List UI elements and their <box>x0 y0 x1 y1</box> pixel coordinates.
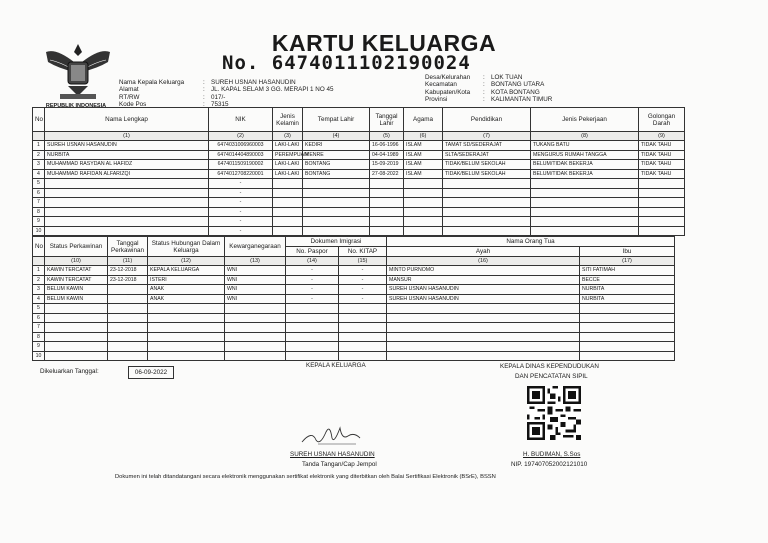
table-cell <box>108 313 148 323</box>
column-number: (4) <box>303 132 370 141</box>
official-nip: NIP. 197407052002121010 <box>511 461 588 468</box>
table-cell <box>108 294 148 304</box>
table-cell: ISLAM <box>404 169 443 179</box>
table-cell <box>273 198 303 208</box>
column-number: (7) <box>443 132 531 141</box>
table-cell: 6 <box>33 188 45 198</box>
table-cell <box>443 188 531 198</box>
electronic-signature-disclaimer: Dokumen ini telah ditandatangani secara elektronik menggunakan sertifikat elektronik yang diterbitkan oleh Balai Sertifikasi Elektronik (BSrE), BSSN <box>115 474 496 480</box>
table-cell <box>45 207 209 217</box>
column-number: (15) <box>339 257 387 266</box>
table-cell <box>148 323 225 333</box>
table-cell: WNI <box>225 266 286 276</box>
table-cell: MENGURUS RUMAH TANGGA <box>531 150 639 160</box>
column-header: Kewarganegaraan <box>225 237 286 257</box>
column-header: Status Perkawinan <box>45 237 108 257</box>
table-cell <box>339 351 387 361</box>
table-cell <box>639 198 685 208</box>
table-cell: - <box>339 275 387 285</box>
table-cell: 6474031006960003 <box>209 141 273 151</box>
table-cell <box>387 342 580 352</box>
table-cell <box>639 207 685 217</box>
column-number <box>33 132 45 141</box>
table-cell <box>45 323 108 333</box>
table-cell <box>45 351 108 361</box>
table-cell <box>443 179 531 189</box>
table-cell: 9 <box>33 217 45 227</box>
table-cell <box>339 313 387 323</box>
table-cell: 5 <box>33 179 45 189</box>
column-header: Nama Lengkap <box>45 108 209 132</box>
table-cell: SLTA/SEDERAJAT <box>443 150 531 160</box>
table-cell: NURBITA <box>580 294 675 304</box>
signature-caption: Tanda Tangan/Cap Jempol <box>302 461 377 468</box>
table-cell: BELUM KAWIN <box>45 294 108 304</box>
table-cell <box>387 351 580 361</box>
table-cell <box>531 198 639 208</box>
table-cell: - <box>286 285 339 295</box>
table-cell: KAWIN TERCATAT <box>45 275 108 285</box>
table-cell <box>45 179 209 189</box>
table-row <box>33 342 675 352</box>
table-cell <box>225 304 286 314</box>
qr-code-icon <box>527 386 581 440</box>
table-cell: - <box>209 217 273 227</box>
table-cell: KEDIRI <box>303 141 370 151</box>
table-cell: LAKI-LAKI <box>273 141 303 151</box>
office-title-line-1: KEPALA DINAS KEPENDUDUKAN <box>500 363 599 370</box>
column-number: (8) <box>531 132 639 141</box>
table-cell <box>404 198 443 208</box>
table-cell <box>45 198 209 208</box>
table-cell <box>286 351 339 361</box>
table-row <box>33 332 675 342</box>
table-cell: 4 <box>33 294 45 304</box>
table-cell: 16-06-1996 <box>370 141 404 151</box>
column-number: (2) <box>209 132 273 141</box>
table-cell: 2 <box>33 275 45 285</box>
table-cell: 04-04-1989 <box>370 150 404 160</box>
table-cell: 1 <box>33 141 45 151</box>
table-cell <box>45 332 108 342</box>
column-header: Pendidikan <box>443 108 531 132</box>
table-row <box>33 285 675 295</box>
table-cell: 5 <box>33 304 45 314</box>
table-cell <box>148 313 225 323</box>
table-cell <box>639 226 685 236</box>
info-row: Alamat : JL. KAPAL SELAM 3 GG. MERAPI 1 NO 45 <box>119 86 334 94</box>
table-row <box>33 226 685 236</box>
table-cell: BONTANG <box>303 169 370 179</box>
household-info-right <box>425 74 552 104</box>
table-cell <box>273 217 303 227</box>
table-cell <box>303 226 370 236</box>
info-row: Kecamatan : BONTANG UTARA <box>425 81 545 89</box>
table-cell: MUHAMMAD RASYDAN AL HAFIDZ <box>45 160 209 170</box>
table-cell <box>303 217 370 227</box>
table-cell <box>443 207 531 217</box>
table-cell: 8 <box>33 207 45 217</box>
table-cell <box>286 342 339 352</box>
table-cell: TIDAK/BELUM SEKOLAH <box>443 169 531 179</box>
table-cell <box>339 332 387 342</box>
table-cell: ISLAM <box>404 141 443 151</box>
table-row <box>33 323 675 333</box>
column-header: NIK <box>209 108 273 132</box>
table-cell <box>370 207 404 217</box>
table-row <box>33 351 675 361</box>
table-cell <box>443 198 531 208</box>
table-row <box>33 179 685 189</box>
table-cell: 15-09-2019 <box>370 160 404 170</box>
column-header: Ibu <box>580 247 675 257</box>
table-cell <box>339 323 387 333</box>
table-cell: 7 <box>33 323 45 333</box>
column-number: (12) <box>148 257 225 266</box>
table-cell <box>225 313 286 323</box>
column-number <box>33 257 45 266</box>
table-cell <box>580 313 675 323</box>
table-cell <box>225 351 286 361</box>
table-cell: 6474012708220001 <box>209 169 273 179</box>
column-header: Status Hubungan Dalam Keluarga <box>148 237 225 257</box>
info-row: RT/RW : 017/- <box>119 93 226 101</box>
table-cell: 6474014404890003 <box>209 150 273 160</box>
table-cell <box>45 313 108 323</box>
table-cell: 27-08-2022 <box>370 169 404 179</box>
table-cell: WNI <box>225 275 286 285</box>
table-cell: NURBITA <box>580 285 675 295</box>
table-cell <box>148 342 225 352</box>
table-cell: 2 <box>33 150 45 160</box>
table-cell: SITI FATIMAH <box>580 266 675 276</box>
table-cell: 4 <box>33 169 45 179</box>
table-cell: - <box>286 294 339 304</box>
column-header: Tanggal Perkawinan <box>108 237 148 257</box>
table-row <box>33 304 675 314</box>
column-header: No <box>33 108 45 132</box>
table-cell: TIDAK/BELUM SEKOLAH <box>443 160 531 170</box>
table-row <box>33 188 685 198</box>
table-cell: - <box>286 266 339 276</box>
table-cell <box>443 226 531 236</box>
table-cell <box>273 179 303 189</box>
table-cell <box>303 198 370 208</box>
column-number: (10) <box>45 257 108 266</box>
table-cell: 8 <box>33 332 45 342</box>
table-cell: KAWIN TERCATAT <box>45 266 108 276</box>
table-row <box>33 266 675 276</box>
table-cell <box>580 304 675 314</box>
table-cell <box>303 207 370 217</box>
column-header: Tempat Lahir <box>303 108 370 132</box>
signature-icon <box>298 420 364 448</box>
table-cell <box>404 226 443 236</box>
table-cell: 6 <box>33 313 45 323</box>
family-card-number: No. 6474011102190024 <box>222 52 471 74</box>
table-cell: NURBITA <box>45 150 209 160</box>
table-cell: KEPALA KELUARGA <box>148 266 225 276</box>
table-cell <box>108 285 148 295</box>
table-cell: 3 <box>33 285 45 295</box>
table-row <box>33 217 685 227</box>
table-cell: ISTERI <box>148 275 225 285</box>
table-row <box>33 207 685 217</box>
table-cell: BONTANG <box>303 160 370 170</box>
table-cell: - <box>209 226 273 236</box>
column-number: (11) <box>108 257 148 266</box>
table-cell: ANAK <box>148 285 225 295</box>
info-row: Kabupaten/Kota : KOTA BONTANG <box>425 88 540 96</box>
table-cell: - <box>339 285 387 295</box>
table-cell: - <box>209 188 273 198</box>
table-cell <box>370 179 404 189</box>
table-cell <box>387 332 580 342</box>
column-number: (14) <box>286 257 339 266</box>
table-cell <box>639 188 685 198</box>
table-cell: 3 <box>33 160 45 170</box>
table-cell <box>45 188 209 198</box>
column-number: (9) <box>639 132 685 141</box>
table-cell <box>225 332 286 342</box>
table-cell <box>580 332 675 342</box>
table-cell <box>45 304 108 314</box>
column-number: (6) <box>404 132 443 141</box>
table-cell <box>580 351 675 361</box>
table-cell: 23-12-2018 <box>108 275 148 285</box>
table-cell <box>443 217 531 227</box>
table-cell: BELUM KAWIN <box>45 285 108 295</box>
table-cell: - <box>209 207 273 217</box>
office-title-line-2: DAN PENCATATAN SIPIL <box>515 373 588 380</box>
table-cell: MINTO PURNOMO <box>387 266 580 276</box>
info-row: Desa/Kelurahan : LOK TUAN <box>425 74 523 81</box>
table-cell: MUHAMMAD RAFIDAN ALFARIZQI <box>45 169 209 179</box>
table-cell: MANSUR <box>387 275 580 285</box>
table-cell: - <box>339 266 387 276</box>
table-cell <box>580 323 675 333</box>
table-cell: MENRE <box>303 150 370 160</box>
column-header: Tanggal Lahir <box>370 108 404 132</box>
table-cell <box>639 217 685 227</box>
column-header: Dokumen Imigrasi <box>286 237 387 247</box>
table-cell: BELUM/TIDAK BEKERJA <box>531 160 639 170</box>
table-cell <box>108 351 148 361</box>
table-cell: TIDAK TAHU <box>639 150 685 160</box>
table-cell: 23-12-2018 <box>108 266 148 276</box>
issued-label: Dikeluarkan Tanggal: <box>40 368 99 375</box>
table-cell <box>225 342 286 352</box>
column-header: Jenis Kelamin <box>273 108 303 132</box>
table-cell <box>370 217 404 227</box>
table-cell: PEREMPUAN <box>273 150 303 160</box>
table-cell <box>404 179 443 189</box>
table-cell <box>148 351 225 361</box>
table-cell: LAKI-LAKI <box>273 160 303 170</box>
members-table <box>32 107 685 236</box>
issued-date: 06-09-2022 <box>128 366 174 379</box>
table-cell <box>531 179 639 189</box>
table-row <box>33 150 685 160</box>
table-cell: 10 <box>33 226 45 236</box>
table-cell: BELUM/TIDAK BEKERJA <box>531 169 639 179</box>
table-cell <box>531 207 639 217</box>
table-cell <box>370 226 404 236</box>
table-cell: SUREH USNAN HASANUDIN <box>45 141 209 151</box>
table-cell <box>286 323 339 333</box>
column-header: Golongan Darah <box>639 108 685 132</box>
column-number-row <box>33 132 685 141</box>
column-header: Ayah <box>387 247 580 257</box>
table-row <box>33 198 685 208</box>
table-cell: TIDAK TAHU <box>639 141 685 151</box>
column-number: (17) <box>580 257 675 266</box>
table-cell: - <box>209 179 273 189</box>
table-cell <box>108 323 148 333</box>
table-cell <box>45 217 209 227</box>
table-cell: SUREH USNAN HASANUDIN <box>387 285 580 295</box>
table-cell <box>273 207 303 217</box>
column-number: (1) <box>45 132 209 141</box>
table-cell: ISLAM <box>404 150 443 160</box>
table-cell <box>531 188 639 198</box>
column-number: (5) <box>370 132 404 141</box>
table-cell: BECCE <box>580 275 675 285</box>
table-cell: 6474011509190002 <box>209 160 273 170</box>
table-cell: TIDAK TAHU <box>639 169 685 179</box>
table-cell <box>387 304 580 314</box>
table-cell <box>108 304 148 314</box>
table-cell <box>370 198 404 208</box>
official-name: H. BUDIMAN, S.Sos <box>523 451 581 458</box>
info-row: Provinsi : KALIMANTAN TIMUR <box>425 96 553 104</box>
column-number: (3) <box>273 132 303 141</box>
table-cell <box>580 342 675 352</box>
table-cell: ISLAM <box>404 160 443 170</box>
table-cell <box>370 188 404 198</box>
table-cell <box>273 226 303 236</box>
table-row <box>33 141 685 151</box>
table-cell <box>108 342 148 352</box>
info-row: Kode Pos : 75315 <box>119 101 229 109</box>
table-cell: - <box>286 275 339 285</box>
table-row <box>33 160 685 170</box>
table-row <box>33 294 675 304</box>
table-cell: ANAK <box>148 294 225 304</box>
table-cell: WNI <box>225 294 286 304</box>
column-header: No. KITAP <box>339 247 387 257</box>
table-cell: - <box>209 198 273 208</box>
table-cell <box>404 188 443 198</box>
column-header: Nama Orang Tua <box>387 237 675 247</box>
table-cell <box>387 313 580 323</box>
table-cell <box>286 313 339 323</box>
household-info-left <box>119 79 334 109</box>
table-cell <box>339 304 387 314</box>
table-cell: TIDAK TAHU <box>639 160 685 170</box>
table-cell: 9 <box>33 342 45 352</box>
emblem-caption: REPUBLIK INDONESIA <box>45 103 107 109</box>
table-cell <box>286 304 339 314</box>
table-cell: SUREH USNAN HASANUDIN <box>387 294 580 304</box>
table-cell: WNI <box>225 285 286 295</box>
table-cell <box>639 179 685 189</box>
table-cell <box>531 226 639 236</box>
document-title: KARTU KELUARGA <box>271 30 497 56</box>
info-row: Nama Kepala Keluarga : SUREH USNAN HASANUDIN <box>119 79 296 86</box>
table-cell <box>404 207 443 217</box>
table-cell <box>339 342 387 352</box>
table-cell <box>45 342 108 352</box>
column-header: Agama <box>404 108 443 132</box>
table-cell <box>148 332 225 342</box>
table-cell <box>148 304 225 314</box>
column-number-row <box>33 257 675 266</box>
table-cell <box>273 188 303 198</box>
table-row <box>33 313 675 323</box>
table-cell: 1 <box>33 266 45 276</box>
head-of-family-title: KEPALA KELUARGA <box>306 362 366 369</box>
table-cell <box>303 179 370 189</box>
table-cell <box>404 217 443 227</box>
table-cell: TUKANG BATU <box>531 141 639 151</box>
head-of-family-name: SUREH USNAN HASANUDIN <box>290 451 375 458</box>
column-number: (13) <box>225 257 286 266</box>
civil-status-table <box>32 236 675 361</box>
column-header: No. Paspor <box>286 247 339 257</box>
table-cell: 10 <box>33 351 45 361</box>
table-cell <box>286 332 339 342</box>
table-cell: TAMAT SD/SEDERAJAT <box>443 141 531 151</box>
column-number: (16) <box>387 257 580 266</box>
table-row <box>33 169 685 179</box>
column-header: Jenis Pekerjaan <box>531 108 639 132</box>
table-cell <box>108 332 148 342</box>
table-cell <box>531 217 639 227</box>
table-cell: LAKI-LAKI <box>273 169 303 179</box>
table-cell: - <box>339 294 387 304</box>
table-cell <box>45 226 209 236</box>
table-cell <box>387 323 580 333</box>
table-cell: 7 <box>33 198 45 208</box>
table-cell <box>303 188 370 198</box>
table-cell <box>225 323 286 333</box>
table-row <box>33 275 675 285</box>
column-header: No <box>33 237 45 257</box>
